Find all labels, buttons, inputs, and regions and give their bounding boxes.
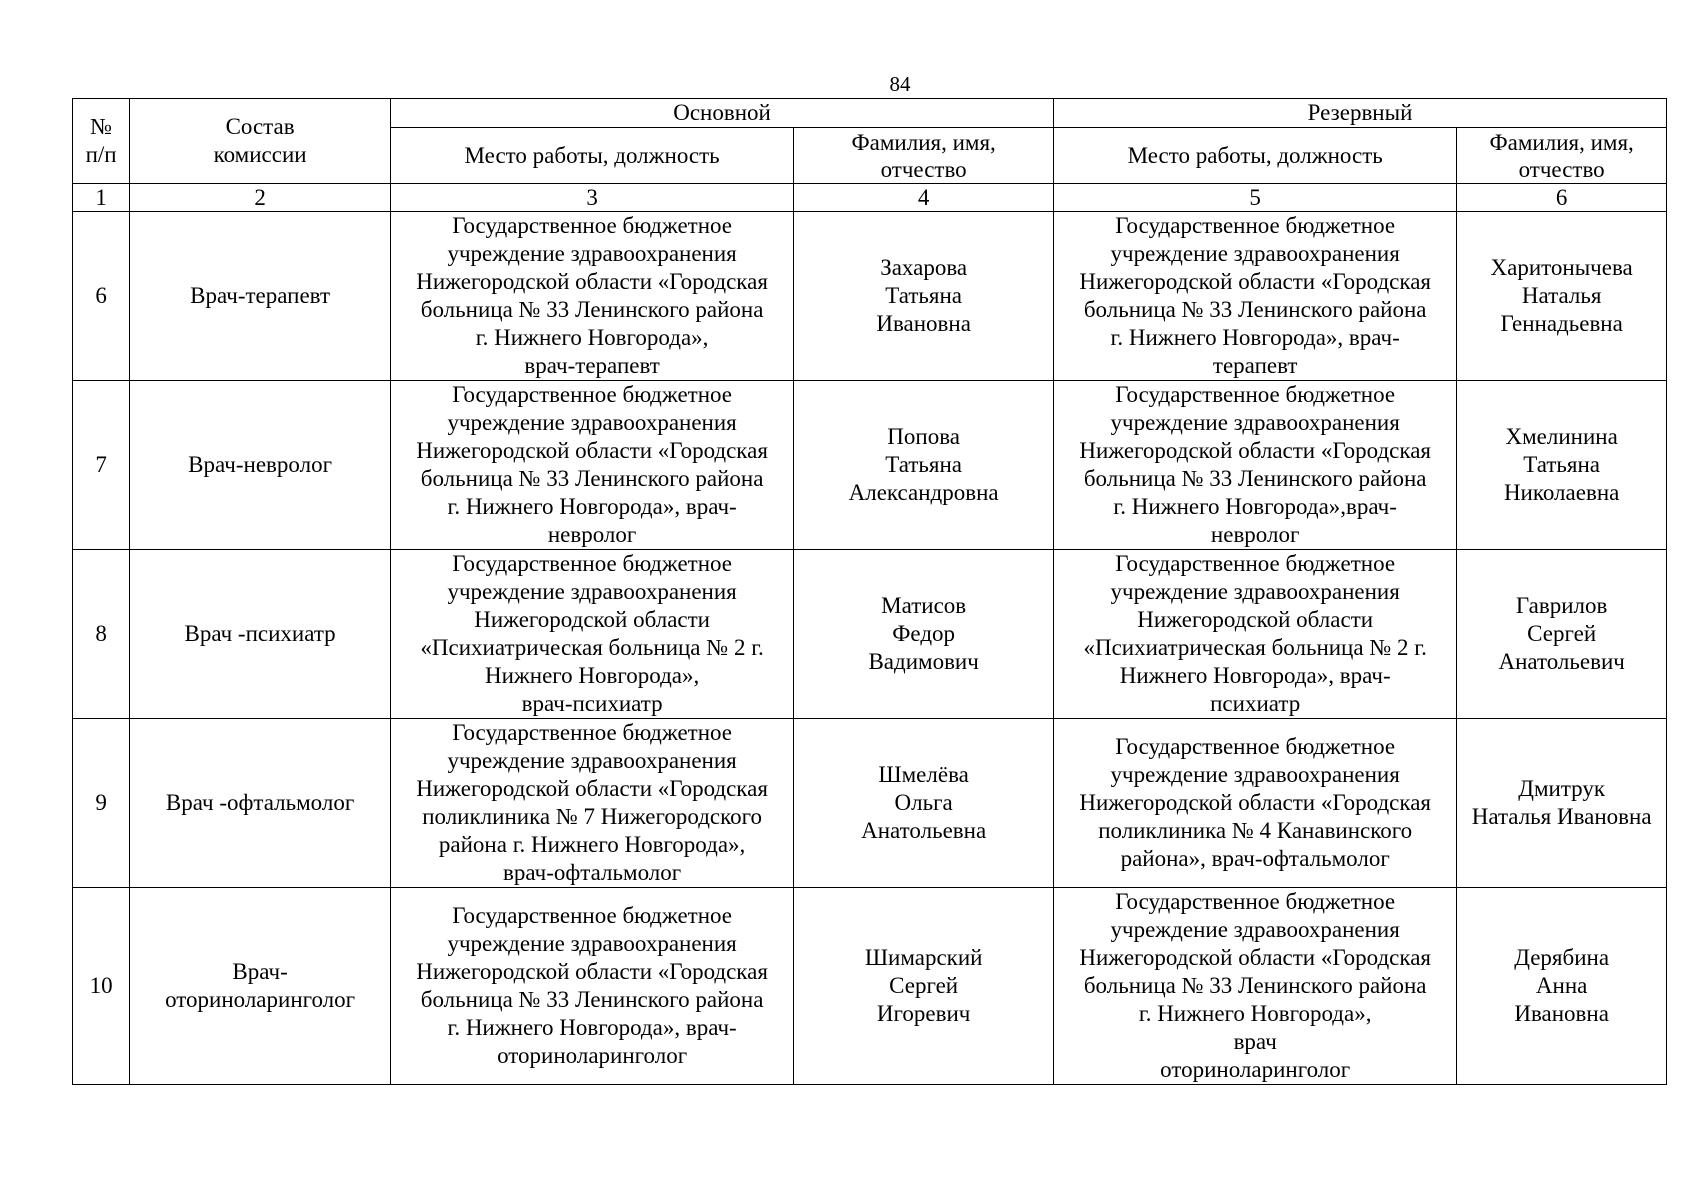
row-main-workplace: Государственное бюджетное учреждение здравоохранения Нижегородской области «Городская больница № 33 Ленинского района г. Нижнего Новгорода», врач- невролог	[390, 381, 793, 550]
row-reserve-name: Дмитрук Наталья Ивановна	[1457, 719, 1667, 888]
row-number: 8	[73, 550, 130, 719]
header-main-workplace: Место работы, должность	[390, 128, 793, 184]
commission-table	[72, 98, 1667, 1085]
column-number: 1	[73, 184, 130, 212]
row-reserve-name: Харитонычева Наталья Геннадьевна	[1457, 212, 1667, 381]
column-number: 5	[1054, 184, 1457, 212]
row-main-workplace: Государственное бюджетное учреждение здравоохранения Нижегородской области «Городская больница № 33 Ленинского района г. Нижнего Новгорода», врач-терапевт	[390, 212, 793, 381]
row-main-name: Шмелёва Ольга Анатольевна	[794, 719, 1054, 888]
row-main-name: Шимарский Сергей Игоревич	[794, 888, 1054, 1085]
column-number: 4	[794, 184, 1054, 212]
column-number: 3	[390, 184, 793, 212]
row-role: Врач-терапевт	[130, 212, 391, 381]
row-number: 9	[73, 719, 130, 888]
row-reserve-workplace: Государственное бюджетное учреждение здравоохранения Нижегородской области «Городская больница № 33 Ленинского района г. Нижнего Новгорода», врач оториноларинголог	[1054, 888, 1457, 1085]
row-reserve-name: Хмелинина Татьяна Николаевна	[1457, 381, 1667, 550]
page-number: 84	[889, 72, 911, 96]
row-number: 7	[73, 381, 130, 550]
row-reserve-workplace: Государственное бюджетное учреждение здравоохранения Нижегородской области «Психиатрическая больница № 2 г. Нижнего Новгорода», врач- психиатр	[1054, 550, 1457, 719]
row-number: 6	[73, 212, 130, 381]
row-main-workplace: Государственное бюджетное учреждение здравоохранения Нижегородской области «Городская больница № 33 Ленинского района г. Нижнего Новгорода», врач- оториноларинголог	[390, 888, 793, 1085]
row-reserve-name: Дерябина Анна Ивановна	[1457, 888, 1667, 1085]
row-role: Врач-невролог	[130, 381, 391, 550]
header-main: Основной	[390, 99, 1053, 128]
row-role: Врач -психиатр	[130, 550, 391, 719]
table-row	[73, 550, 1667, 719]
header-reserve-fio: Фамилия, имя, отчество	[1457, 128, 1667, 184]
header-row-top	[73, 99, 1667, 128]
header-reserve-workplace: Место работы, должность	[1054, 128, 1457, 184]
column-number-row	[73, 184, 1667, 212]
table-row	[73, 888, 1667, 1085]
row-role: Врач -офтальмолог	[130, 719, 391, 888]
row-main-name: Матисов Федор Вадимович	[794, 550, 1054, 719]
row-reserve-workplace: Государственное бюджетное учреждение здравоохранения Нижегородской области «Городская больница № 33 Ленинского района г. Нижнего Новгорода»,врач- невролог	[1054, 381, 1457, 550]
table-row	[73, 719, 1667, 888]
row-reserve-workplace: Государственное бюджетное учреждение здравоохранения Нижегородской области «Городская поликлиника № 4 Канавинского района», врач-офтальмолог	[1054, 719, 1457, 888]
row-role: Врач- оториноларинголог	[130, 888, 391, 1085]
row-number: 10	[73, 888, 130, 1085]
header-reserve: Резервный	[1054, 99, 1667, 128]
row-main-name: Попова Татьяна Александровна	[794, 381, 1054, 550]
table-row	[73, 212, 1667, 381]
column-number: 6	[1457, 184, 1667, 212]
header-num: № п/п	[73, 99, 130, 184]
row-reserve-workplace: Государственное бюджетное учреждение здравоохранения Нижегородской области «Городская больница № 33 Ленинского района г. Нижнего Новгорода», врач- терапевт	[1054, 212, 1457, 381]
row-main-workplace: Государственное бюджетное учреждение здравоохранения Нижегородской области «Психиатрическая больница № 2 г. Нижнего Новгорода», врач-психиатр	[390, 550, 793, 719]
header-main-fio: Фамилия, имя, отчество	[794, 128, 1054, 184]
row-main-name: Захарова Татьяна Ивановна	[794, 212, 1054, 381]
table-row	[73, 381, 1667, 550]
column-number: 2	[130, 184, 391, 212]
header-composition: Состав комиссии	[130, 99, 391, 184]
row-main-workplace: Государственное бюджетное учреждение здравоохранения Нижегородской области «Городская поликлиника № 7 Нижегородского района г. Нижнего Новгорода», врач-офтальмолог	[390, 719, 793, 888]
row-reserve-name: Гаврилов Сергей Анатольевич	[1457, 550, 1667, 719]
